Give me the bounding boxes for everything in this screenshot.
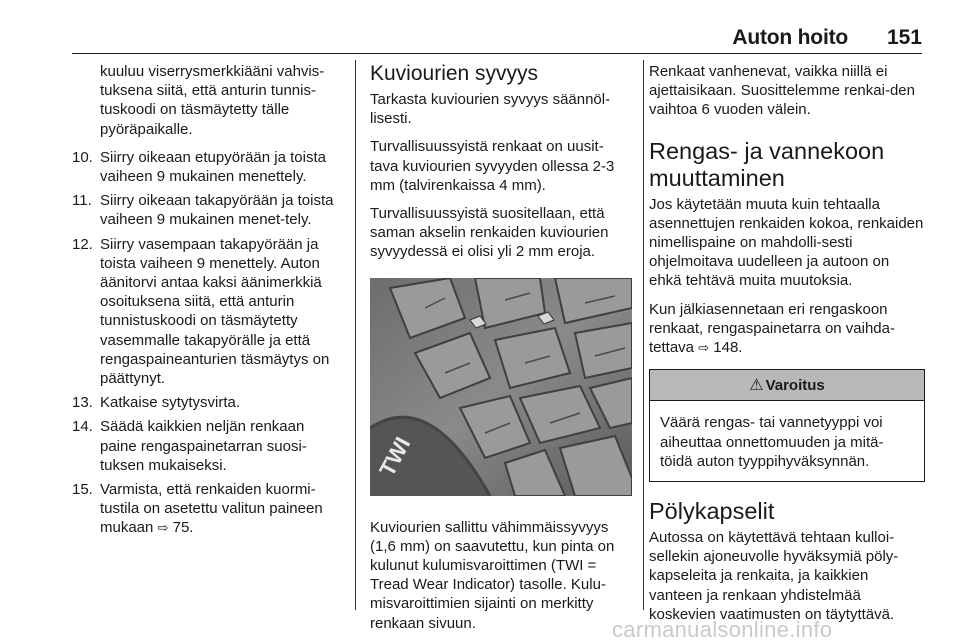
warning-box: [649, 369, 925, 482]
tire-tread-illustration: [370, 278, 632, 496]
step-15: [72, 480, 342, 538]
column-divider-2: [643, 60, 644, 610]
step-number: 14.: [72, 418, 93, 436]
step-11: [72, 191, 342, 229]
step-text: Siirry oikeaan etupyörään ja toista vaiheen 9 mukainen menettely.: [100, 148, 326, 186]
paragraph-text: Kun jälkiasennetaan eri rengaskoon renkaat, rengaspainetarra on vaihda-tettava: [649, 300, 895, 357]
paragraph: Turvallisuussyistä suositellaan, että saman akselin renkaiden kuviourien syvyydessä ei olisi yli 2 mm eroja.: [370, 205, 609, 261]
column-divider-1: [355, 60, 356, 610]
step-number: 15.: [72, 481, 93, 499]
twi-label: TWI: [374, 432, 416, 480]
step-text: Säädä kaikkien neljän renkaan paine rengaspainetarran suosi-tuksen mukaiseksi.: [100, 418, 307, 474]
step-text: Varmista, että renkaiden kuormi-tustila on asetettu valitun paineen mukaan: [100, 481, 323, 537]
step-13: [72, 393, 342, 412]
paragraph: Turvallisuussyistä renkaat on uusit-tava kuviourien syvyyden ollessa 2-3 mm (talvirenkaissa 4 mm).: [370, 138, 615, 194]
step-text: Siirry vasempaan takapyörään ja toista vaiheen 9 menettely. Auton äänitorvi antaa kaksi äänimerkkiä osoituksena siitä, että anturin tunnistuskoodi on täsmäytetty vasemmalle takapyörälle ja että rengaspaineanturien täsmäytys on päättynyt.: [100, 235, 330, 388]
page-ref-arrow-icon: ⇨: [157, 520, 169, 536]
warning-title: Varoitus: [765, 377, 825, 395]
paragraph: Renkaat vanhenevat, vaikka niillä ei ajettaisikaan. Suosittelemme renkai-den vaihtoa 6 vuoden välein.: [649, 63, 915, 119]
warning-body: Väärä rengas- tai vannetyyppi voi aiheuttaa onnettomuuden ja mitä-töidä auton tyyppihyväksynnän.: [660, 414, 884, 470]
page-header: [0, 0, 960, 56]
page-ref-link[interactable]: 148.: [713, 339, 743, 357]
step-number: 12.: [72, 235, 93, 253]
section-title: Auton hoito: [732, 26, 848, 49]
column-left: [72, 62, 342, 543]
step-number: 10.: [72, 148, 93, 166]
paragraph: Tarkasta kuviourien syvyys säännöl-lisesti.: [370, 91, 611, 128]
paragraph: Autossa on käytettävä tehtaan kulloi-sellekin ajoneuvolle hyväksymiä pöly-kapseleita ja renkaita, ja kaikkien vanteen ja renkaan yhdistelmää koskevien vaatimusten on täytyttävä.: [649, 529, 899, 623]
step-12: [72, 235, 342, 389]
image-caption: Kuviourien sallittu vähimmäissyvyys (1,6 mm) on saavutettu, kun pinta on kulunut kulumisvaroittimen (TWI = Tread Wear Indicator) tasolle. Kulu-misvaroittimien sijainti on merkitty renkaan sivuun.: [370, 518, 615, 632]
step-14: [72, 417, 342, 475]
step-10: [72, 148, 342, 186]
column-right: [649, 62, 925, 633]
heading-hubcaps: Pölykapselit: [649, 498, 775, 525]
step-number: 13.: [72, 394, 93, 412]
step-list: [72, 148, 342, 538]
step-text: Siirry oikeaan takapyörään ja toista vaiheen 9 mukainen menet-tely.: [100, 192, 334, 229]
warning-header: [650, 370, 924, 401]
step-text: Katkaise sytytysvirta.: [100, 394, 241, 412]
paragraph: [649, 300, 925, 358]
page-ref-link[interactable]: 75.: [172, 519, 194, 537]
heading-tire-size-change: Rengas- ja vannekoon muuttaminen: [649, 137, 885, 191]
page-ref-arrow-icon: ⇨: [698, 340, 710, 356]
paragraph: Jos käytetään muuta kuin tehtaalla asennettujen renkaiden kokoa, renkaiden nimellispaine on mahdolli-sesti ohjelmoitava uudelleen ja autoon on ehkä tehtävä muita muutoksia.: [649, 195, 924, 290]
watermark: carmanualsonline.info: [612, 617, 833, 642]
heading-tread-depth: Kuviourien syvyys: [370, 62, 539, 85]
warning-triangle-icon: ⚠: [749, 377, 764, 395]
page-number: 151: [886, 26, 922, 49]
continuation-text: kuuluu viserrysmerkkiääni vahvis-tuksena siitä, että anturin tunnis-tuskoodi on täsmäytetty tälle pyöräpaikalle.: [100, 63, 325, 138]
header-rule: [72, 53, 922, 54]
step-number: 11.: [72, 192, 92, 210]
column-middle: [370, 62, 632, 642]
